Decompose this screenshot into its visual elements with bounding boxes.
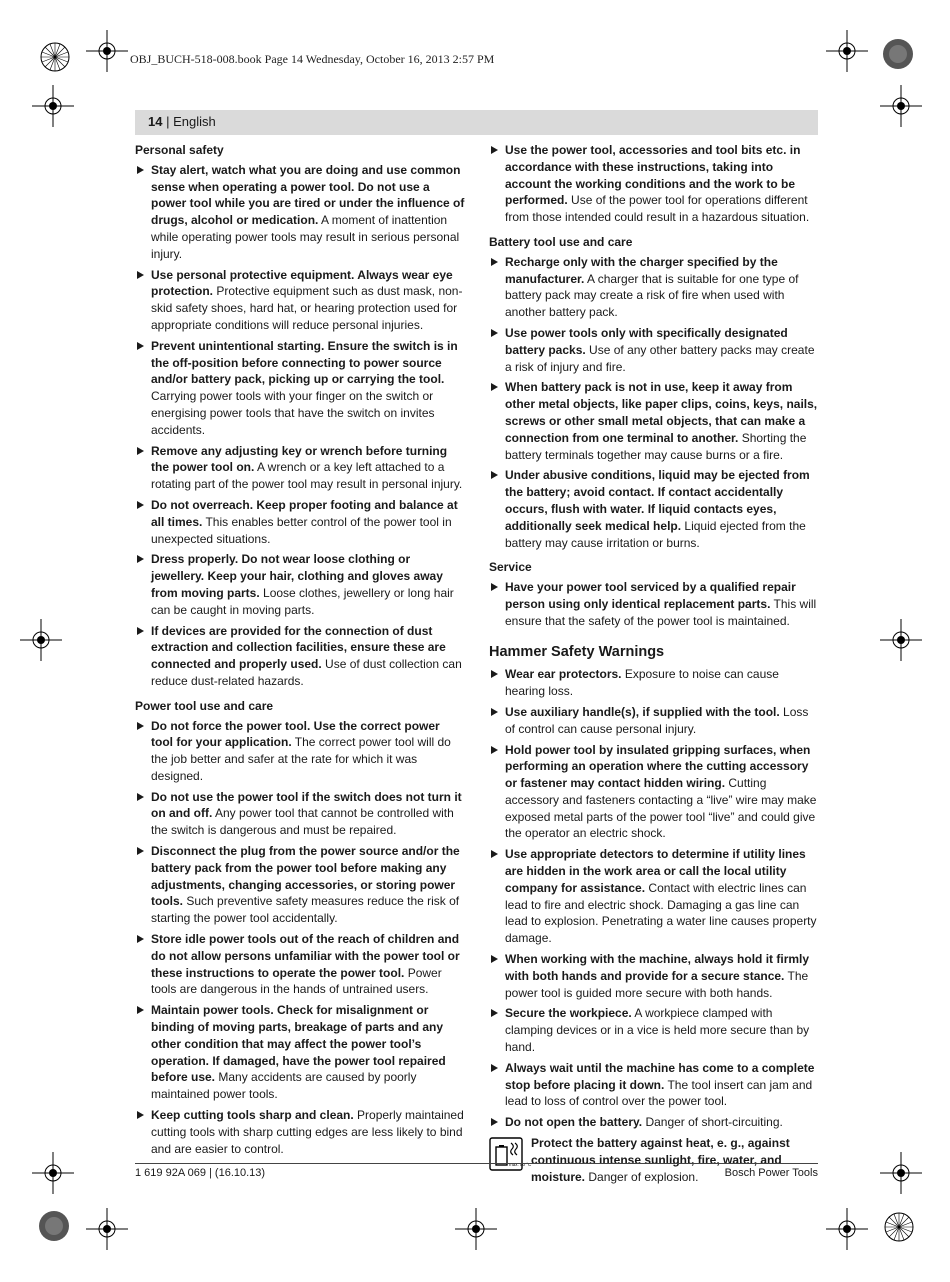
section-title-hammer: Hammer Safety Warnings bbox=[489, 643, 665, 660]
bullet-triangle-icon bbox=[137, 166, 144, 174]
list-item-bold: Do not use the power tool if the switch does not turn it on and off. bbox=[151, 789, 462, 821]
bullet-triangle-icon bbox=[491, 146, 498, 154]
crosshair-mark-icon bbox=[20, 619, 62, 661]
footer-rule bbox=[135, 1163, 818, 1164]
section-title-service: Service bbox=[489, 560, 532, 575]
list-item-bold: Prevent unintentional starting. Ensure the switch is in the off-position before connecting to power source and/or battery pack, picking up or carrying the tool. bbox=[151, 338, 458, 387]
list-item-bold: Do not force the power tool. Use the correct power tool for your application. bbox=[151, 718, 440, 750]
list-item bbox=[489, 325, 818, 375]
bullet-triangle-icon bbox=[137, 501, 144, 509]
bullet-triangle-icon bbox=[137, 1111, 144, 1119]
list-item-text: Any power tool that cannot be controlled with the switch is dangerous and must be repaired. bbox=[151, 806, 454, 838]
list-item-text: Contact with electric lines can lead to fire and electric shock. Damaging a gas line can lead to explosion. Penetrating a water line causes property damage. bbox=[505, 880, 817, 946]
list-item-text: Many accidents are caused by poorly maintained power tools. bbox=[151, 1070, 417, 1102]
list-item-text: This will ensure that the safety of the power tool is maintained. bbox=[505, 596, 817, 628]
registration-mark-icon bbox=[872, 1200, 926, 1254]
bullet-triangle-icon bbox=[491, 708, 498, 716]
battery-heat-plain: Danger of explosion. bbox=[585, 1169, 699, 1184]
list-item-text: Exposure to noise can cause hearing loss. bbox=[505, 667, 779, 699]
crosshair-mark-icon bbox=[826, 30, 868, 72]
list-item-bold: Always wait until the machine has come to a complete stop before placing it down. bbox=[505, 1060, 815, 1092]
list-item-text: A charger that is suitable for one type of battery pack may create a risk of fire when used with another battery pack. bbox=[505, 271, 799, 320]
list-item bbox=[135, 497, 465, 547]
list-item-bold: Recharge only with the charger specified by the manufacturer. bbox=[505, 254, 778, 286]
crosshair-mark-icon bbox=[32, 1152, 74, 1194]
registration-mark-icon bbox=[28, 30, 82, 84]
list-item bbox=[135, 843, 465, 927]
crosshair-mark-icon bbox=[455, 1208, 497, 1250]
left-column bbox=[135, 142, 465, 1161]
power-tool-continued-list bbox=[489, 142, 818, 226]
bullet-triangle-icon bbox=[491, 583, 498, 591]
bullet-triangle-icon bbox=[137, 555, 144, 563]
list-item-bold: Do not open the battery. bbox=[505, 1115, 643, 1130]
footer-brand: Bosch Power Tools bbox=[724, 1167, 818, 1179]
power-tool-list bbox=[135, 718, 465, 1158]
bullet-triangle-icon bbox=[491, 850, 498, 858]
list-item bbox=[489, 254, 818, 321]
list-item-text: Use of the power tool for operations different from those intended could result in a hazardous situation. bbox=[505, 193, 810, 225]
list-item bbox=[135, 1002, 465, 1103]
list-item-bold: Stay alert, watch what you are doing and use common sense when operating a power tool. Do not use a power tool while you are tired or under the influence of drugs, alcohol or medication. bbox=[151, 162, 465, 228]
list-item-bold: Hold power tool by insulated gripping surfaces, when performing an operation where the cutting accessory or fastener may contact hidden wiring. bbox=[505, 742, 811, 791]
bullet-triangle-icon bbox=[491, 471, 498, 479]
color-patch-icon bbox=[38, 1210, 70, 1242]
list-item-bold: Use power tools only with specifically designated battery packs. bbox=[505, 325, 788, 357]
bullet-triangle-icon bbox=[137, 627, 144, 635]
crosshair-mark-icon bbox=[880, 1152, 922, 1194]
list-item-text: The tool insert can jam and lead to loss of control over the power tool. bbox=[505, 1077, 813, 1109]
battery-heat-warning-icon bbox=[489, 1137, 532, 1171]
bullet-triangle-icon bbox=[137, 342, 144, 350]
list-item-bold: When battery pack is not in use, keep it away from other metal objects, like paper clips, coins, keys, nails, screws or other small metal objects, that can make a connection from one terminal to another. bbox=[505, 380, 818, 445]
list-item-bold: Store idle power tools out of the reach of children and do not allow persons unfamiliar with the power tool or these instructions to operate the power tool. bbox=[151, 932, 460, 980]
list-item-text: Shorting the battery terminals together may cause burns or a fire. bbox=[505, 430, 807, 462]
list-item bbox=[135, 1107, 465, 1157]
page-header-label bbox=[148, 114, 216, 129]
list-item-bold: Use the power tool, accessories and tool bits etc. in accordance with these instructions, taking into account the working conditions and the work to be performed. bbox=[505, 143, 801, 208]
section-title-personal-safety: Personal safety bbox=[135, 143, 224, 157]
list-item-text: Use of dust collection can reduce dust-related hazards. bbox=[151, 657, 462, 688]
crosshair-mark-icon bbox=[86, 1208, 128, 1250]
list-item bbox=[135, 551, 465, 618]
battery-heat-bold: Protect the battery against heat, e. g., against continuous intense sunlight, fire, water, and moisture. bbox=[531, 1136, 790, 1184]
header-language: English bbox=[173, 114, 216, 129]
list-item-bold: Maintain power tools. Check for misalignment or binding of moving parts, breakage of parts and any other condition that may affect the power tool’s operation. If damaged, have the power tool repaired before use. bbox=[151, 1003, 446, 1085]
color-patch-icon bbox=[882, 38, 914, 70]
list-item bbox=[135, 162, 465, 263]
list-item-text: Properly maintained cutting tools with sharp cutting edges are less likely to bind and are easier to control. bbox=[151, 1108, 464, 1156]
list-item-text: The correct power tool will do the job better and safer at the rate for which it was designed. bbox=[151, 735, 451, 783]
list-item bbox=[135, 443, 465, 493]
crosshair-mark-icon bbox=[880, 619, 922, 661]
crosshair-mark-icon bbox=[826, 1208, 868, 1250]
list-item bbox=[489, 666, 818, 700]
bullet-triangle-icon bbox=[137, 722, 144, 730]
crosshair-mark-icon bbox=[880, 85, 922, 127]
page-number: 14 bbox=[148, 114, 163, 129]
list-item bbox=[135, 718, 465, 785]
list-item-bold: Disconnect the plug from the power source and/or the battery pack from the power tool before making any adjustments, changing accessories, or storing power tools. bbox=[151, 844, 460, 909]
list-item-text: A workpiece clamped with clamping devices or in a vice is held more secure than by hand. bbox=[505, 1006, 810, 1055]
bullet-triangle-icon bbox=[137, 793, 144, 801]
page-header bbox=[135, 110, 818, 135]
crosshair-mark-icon bbox=[86, 30, 128, 72]
hammer-list bbox=[489, 666, 818, 1131]
list-item bbox=[489, 1005, 818, 1055]
list-item-text: Carrying power tools with your finger on the switch or energising power tools that have the switch on invites accidents. bbox=[151, 389, 435, 437]
list-item bbox=[135, 931, 465, 998]
list-item bbox=[489, 704, 818, 738]
footer-doc-number: 1 619 92A 069 | (16.10.13) bbox=[135, 1167, 266, 1179]
bullet-triangle-icon bbox=[137, 847, 144, 855]
bullet-triangle-icon bbox=[137, 447, 144, 455]
bullet-triangle-icon bbox=[137, 1006, 144, 1014]
list-item bbox=[135, 623, 465, 690]
personal-safety-list bbox=[135, 162, 465, 690]
list-item bbox=[489, 579, 818, 629]
list-item bbox=[135, 267, 465, 334]
crosshair-mark-icon bbox=[32, 85, 74, 127]
list-item-text: This enables better control of the power tool in unexpected situations. bbox=[151, 514, 452, 546]
section-title-power-tool: Power tool use and care bbox=[135, 698, 274, 713]
list-item bbox=[489, 951, 818, 1001]
bullet-triangle-icon bbox=[491, 1064, 498, 1072]
list-item-bold: Secure the workpiece. bbox=[505, 1006, 632, 1021]
list-item-bold: Remove any adjusting key or wrench before turning the power tool on. bbox=[151, 443, 448, 475]
bullet-triangle-icon bbox=[137, 935, 144, 943]
list-item-text: Use of any other battery packs may create a risk of injury and fire. bbox=[505, 342, 815, 374]
list-item-bold: Do not overreach. Keep proper footing and balance at all times. bbox=[151, 497, 458, 529]
list-item-text: Power tools are dangerous in the hands of untrained users. bbox=[151, 965, 442, 997]
list-item-text: A moment of inattention while operating power tools may result in serious personal injury. bbox=[151, 213, 460, 261]
list-item-text: Protective equipment such as dust mask, non-skid safety shoes, hard hat, or hearing protection used for appropriate conditions will reduce personal injuries. bbox=[151, 284, 463, 332]
bullet-triangle-icon bbox=[491, 329, 498, 337]
list-item bbox=[489, 1060, 818, 1110]
list-item-bold: Use personal protective equipment. Always wear eye protection. bbox=[151, 267, 453, 299]
list-item-bold: Use auxiliary handle(s), if supplied with the tool. bbox=[505, 704, 780, 719]
list-item-text: A wrench or a key left attached to a rotating part of the power tool may result in personal injury. bbox=[151, 460, 463, 492]
list-item-bold: Keep cutting tools sharp and clean. bbox=[151, 1108, 354, 1123]
list-item bbox=[489, 1114, 818, 1131]
bullet-triangle-icon bbox=[491, 670, 498, 678]
list-item-text: Such preventive safety measures reduce the risk of starting the power tool accidentally. bbox=[151, 894, 460, 926]
bullet-triangle-icon bbox=[491, 1009, 498, 1017]
list-item-text: The power tool is guided more secure with both hands. bbox=[505, 968, 809, 1000]
header-separator: | bbox=[162, 114, 174, 129]
list-item bbox=[489, 142, 818, 226]
list-item bbox=[135, 338, 465, 439]
list-item-bold: When working with the machine, always hold it firmly with both hands and provide for a secure stance. bbox=[505, 952, 810, 983]
bullet-triangle-icon bbox=[491, 955, 498, 963]
list-item-text: Cutting accessory and fasteners contacting a “live” wire may make exposed metal parts of the power tool “live” and could give the operator an electric shock. bbox=[505, 776, 817, 841]
list-item-text: Loose clothes, jewellery or long hair can be caught in moving parts. bbox=[151, 585, 454, 617]
service-list bbox=[489, 579, 818, 629]
list-item bbox=[489, 846, 818, 947]
list-item bbox=[489, 742, 818, 843]
section-title-battery: Battery tool use and care bbox=[489, 234, 633, 249]
list-item-bold: Under abusive conditions, liquid may be ejected from the battery; avoid contact. If contact accidentally occurs, flush with water. If liquid contacts eyes, additionally seek medical help. bbox=[505, 468, 810, 533]
list-item-bold: If devices are provided for the connection of dust extraction and collection facilities, ensure these are connected and properly used. bbox=[151, 623, 446, 672]
list-item-text: Liquid ejected from the battery may cause irritation or burns. bbox=[505, 518, 806, 550]
list-item-bold: Wear ear protectors. bbox=[505, 667, 622, 682]
list-item-text: Danger of short-circuiting. bbox=[642, 1115, 783, 1130]
battery-list bbox=[489, 254, 818, 552]
list-item-bold: Use appropriate detectors to determine if utility lines are hidden in the work area or call the local utility company for assistance. bbox=[505, 847, 806, 895]
list-item bbox=[489, 467, 818, 551]
bullet-triangle-icon bbox=[491, 1118, 498, 1126]
list-item-text: Loss of control can cause personal injury. bbox=[505, 704, 809, 736]
bullet-triangle-icon bbox=[491, 258, 498, 266]
bullet-triangle-icon bbox=[491, 746, 498, 754]
list-item bbox=[489, 379, 818, 463]
battery-heat-warning-icon-label: max. 50 °C bbox=[509, 1162, 532, 1168]
bullet-triangle-icon bbox=[137, 271, 144, 279]
right-column bbox=[489, 142, 818, 1185]
print-slug: OBJ_BUCH-518-008.book Page 14 Wednesday, October 16, 2013 2:57 PM bbox=[130, 52, 495, 66]
list-item-bold: Dress properly. Do not wear loose clothing or jewellery. Keep your hair, clothing and gloves away from moving parts. bbox=[151, 552, 443, 600]
bullet-triangle-icon bbox=[491, 383, 498, 391]
list-item-bold: Have your power tool serviced by a qualified repair person using only identical replacement parts. bbox=[505, 580, 796, 611]
list-item bbox=[135, 789, 465, 839]
